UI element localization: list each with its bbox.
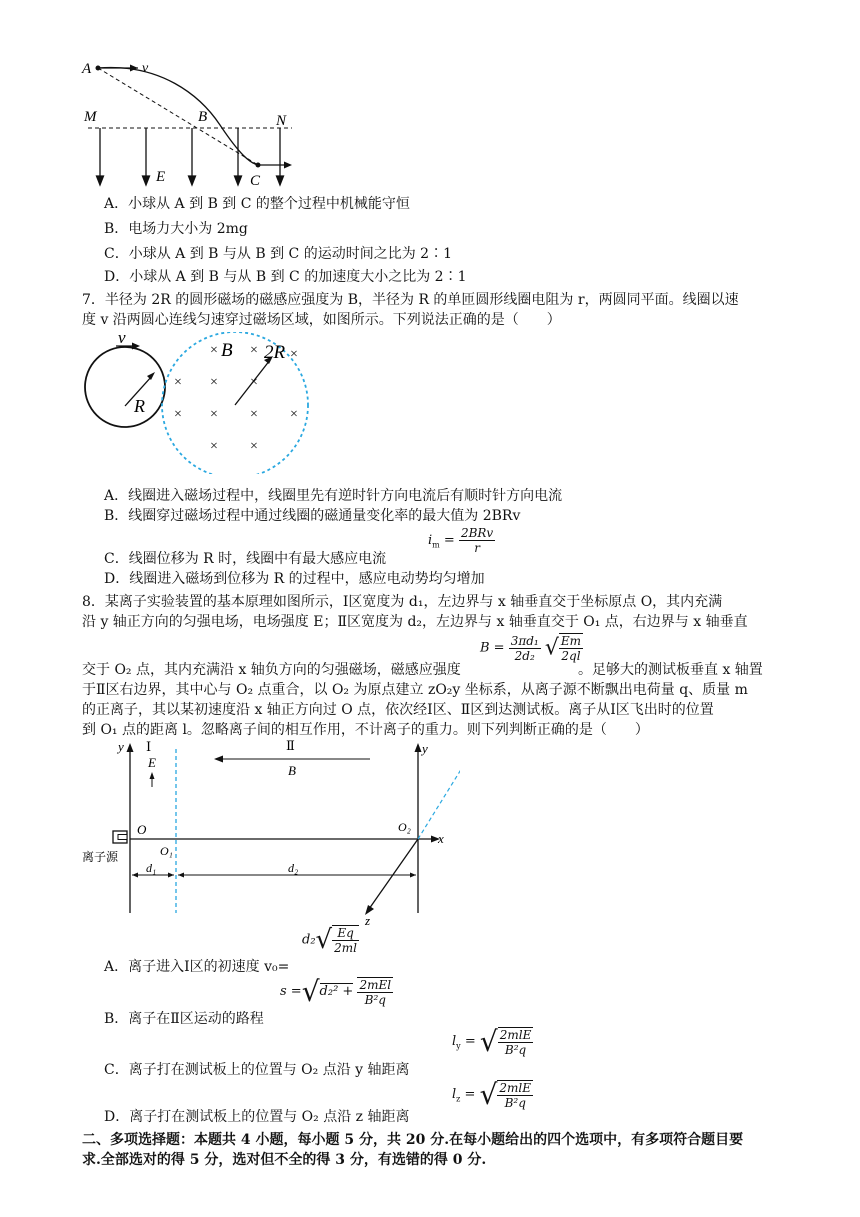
q6-option-b: B．电场力大小为 2mg	[104, 221, 248, 237]
formula-denominator: r	[474, 541, 480, 555]
q7-option-c: C．线圈位移为 R 时，线圈中有最大感应电流	[104, 551, 387, 567]
label-v: v	[142, 61, 149, 76]
formula-subscript: m	[432, 540, 440, 550]
formula-numerator: 2mlE	[499, 1080, 532, 1095]
q8-stem-line5: 的正离子，其以某初速度沿 x 轴正方向过 O 点，依次经Ⅰ区、Ⅱ区到达测试板。离子从Ⅰ区飞出时的位置	[82, 702, 714, 718]
equals-sign: =	[460, 1087, 480, 1102]
q8-option-d: D．离子打在测试板上的位置与 O₂ 点沿 z 轴距离	[104, 1109, 410, 1125]
sqrt-sign: √	[301, 975, 320, 1008]
sqrt-sign: √	[544, 635, 559, 661]
label-region-I: Ⅰ	[146, 739, 152, 754]
cross-mark: ×	[174, 375, 182, 390]
formula-prefix: d₂	[302, 932, 316, 948]
formula-denominator: 2ml	[334, 941, 357, 955]
label-B: B	[221, 340, 233, 361]
axis-z: z	[365, 913, 371, 925]
q7-stem-line2: 度 v 沿两圆心连线匀速穿过磁场区域，如图所示。下列说法正确的是（ ）	[82, 312, 561, 328]
section2-heading-line2: 求.全部选对的得 5 分，选对但不全的得 3 分，有选错的得 0 分.	[82, 1152, 487, 1168]
q8-stem-line3b: 。足够大的测试板垂直 x 轴置	[578, 662, 763, 678]
q8-stem-line6: 到 O₁ 点的距离 l。忽略离子间的相互作用，不计离子的重力。则下列判断正确的是（ ）	[82, 722, 649, 738]
formula-fraction	[559, 633, 583, 663]
label-2R: 2R	[264, 342, 286, 363]
cross-mark: ×	[210, 343, 218, 358]
q8-option-b-formula	[280, 975, 393, 1008]
formula-denominator: 2d₂	[514, 648, 535, 663]
formula-subscript: z	[456, 1094, 461, 1104]
cross-mark: ×	[250, 439, 258, 454]
cross-mark: ×	[210, 407, 218, 422]
q6-option-c: C．小球从 A 到 B 与从 B 到 C 的运动时间之比为 2∶1	[104, 246, 452, 262]
q8-option-a-formula	[302, 925, 359, 955]
formula-lhs: B =	[480, 640, 505, 656]
label-v: v	[118, 332, 126, 347]
sqrt-sign: √	[315, 925, 333, 955]
q7-stem-line1: 7．半径为 2R 的圆形磁场的磁感应强度为 B，半径为 R 的单匝圆形线圈电阻为 r，两圆同平面。线圈以速	[82, 292, 739, 308]
formula-numerator: 3πd₁	[510, 633, 539, 648]
figure-q7	[80, 332, 320, 474]
label-M: M	[84, 109, 97, 125]
formula-prefix: l	[452, 1087, 457, 1102]
label-A: A	[82, 61, 92, 77]
formula-prefix: l	[452, 1034, 457, 1049]
formula-denominator: B²q	[364, 992, 386, 1007]
q6-option-d: D．小球从 A 到 B 与从 B 到 C 的加速度大小之比为 2∶1	[104, 269, 467, 285]
sqrt-sign: √	[479, 1078, 498, 1111]
formula-denominator: B²q	[504, 1095, 526, 1110]
q8-stem-line1: 8．某离子实验装置的基本原理如图所示，Ⅰ区宽度为 d₁，左边界与 x 轴垂直交于坐标原点 O，其内充满	[82, 594, 723, 610]
label-ion-source: 离子源	[82, 850, 119, 864]
axis-y-left: y	[118, 739, 124, 754]
q8-option-b: B．离子在Ⅱ区运动的路程	[104, 1011, 264, 1027]
q7-option-b: B．线圈穿过磁场过程中通过线圈的磁通量变化率的最大值为 2BRv	[104, 508, 521, 524]
figure-q6	[80, 55, 300, 190]
formula-symbol: i	[428, 533, 433, 548]
label-region-II: Ⅱ	[286, 738, 295, 753]
formula-fraction	[332, 925, 359, 955]
q7-option-c-formula	[428, 526, 495, 555]
cross-mark: ×	[250, 407, 258, 422]
cross-mark: ×	[290, 347, 298, 362]
q8-option-c: C．离子打在测试板上的位置与 O₂ 点沿 y 轴距离	[104, 1062, 410, 1078]
label-C: C	[250, 173, 261, 189]
formula-fraction	[498, 1027, 534, 1057]
q8-stem-line3a: 交于 O₂ 点，其内充满沿 x 轴负方向的匀强磁场，磁感应强度	[82, 662, 461, 678]
cross-mark: ×	[250, 375, 258, 390]
q7-option-d: D．线圈进入磁场到位移为 R 的过程中，感应电动势均匀增加	[104, 571, 485, 587]
q8-stem-line2: 沿 y 轴正方向的匀强电场，电场强度 E；Ⅱ区宽度为 d₂，左边界与 x 轴垂直交于 O₁ 点，右边界与 x 轴垂直	[82, 614, 748, 630]
formula-denominator: B²q	[504, 1042, 527, 1057]
label-N: N	[276, 113, 287, 129]
formula-fraction	[357, 977, 393, 1007]
formula-numerator: 2BRv	[460, 526, 494, 540]
label-R: R	[134, 396, 145, 416]
formula-numerator: 2mEl	[359, 977, 392, 992]
q8-option-c-formula	[452, 1025, 533, 1058]
cross-mark: ×	[210, 439, 218, 454]
formula-fraction	[497, 1080, 533, 1110]
q8-option-a: A．离子进入Ⅰ区的初速度 v₀=	[104, 959, 290, 975]
label-B: B	[288, 763, 296, 778]
formula-numerator: Em	[560, 634, 582, 648]
axis-y-right: y	[422, 741, 428, 756]
equals-sign: =	[443, 533, 459, 548]
formula-prefix: s =	[280, 984, 302, 999]
label-d2: d₂	[288, 861, 299, 875]
formula-subscript: y	[456, 1041, 461, 1051]
axis-x: x	[438, 831, 444, 846]
formula-fraction	[459, 526, 495, 555]
cross-mark: ×	[174, 407, 182, 422]
section2-heading-line1: 二、多项选择题：本题共 4 小题，每小题 5 分，共 20 分.在每小题给出的四个选项中，有多项符合题目要	[82, 1132, 744, 1148]
figure-q8	[80, 735, 460, 925]
cross-mark: ×	[210, 375, 218, 390]
equals-sign: =	[460, 1034, 480, 1049]
formula-numerator: Eq	[332, 926, 359, 941]
q7-option-a: A．线圈进入磁场过程中，线圈里先有逆时针方向电流后有顺时针方向电流	[104, 488, 563, 504]
formula-denominator: 2ql	[561, 649, 581, 663]
label-E: E	[156, 169, 166, 185]
q8-option-d-formula	[452, 1078, 533, 1111]
q8-b-formula	[480, 633, 583, 663]
label-E: E	[148, 755, 156, 770]
q6-option-a: A．小球从 A 到 B 到 C 的整个过程中机械能守恒	[104, 196, 410, 212]
formula-fraction	[509, 634, 541, 663]
cross-mark: ×	[250, 343, 258, 358]
label-d1: d₁	[146, 861, 157, 875]
label-B: B	[198, 109, 208, 125]
label-O2: O₂	[398, 820, 411, 834]
formula-numerator: 2mlE	[499, 1027, 532, 1042]
sqrt-sign: √	[479, 1025, 498, 1058]
cross-mark: ×	[290, 407, 298, 422]
formula-term: d₂² +	[319, 984, 354, 999]
label-O1: O₁	[160, 844, 173, 858]
label-O: O	[137, 822, 147, 837]
q8-stem-line4: 于Ⅱ区右边界，其中心与 O₂ 点重合，以 O₂ 为原点建立 zO₂y 坐标系，从离子源不断飘出电荷量 q、质量 m	[82, 682, 748, 698]
